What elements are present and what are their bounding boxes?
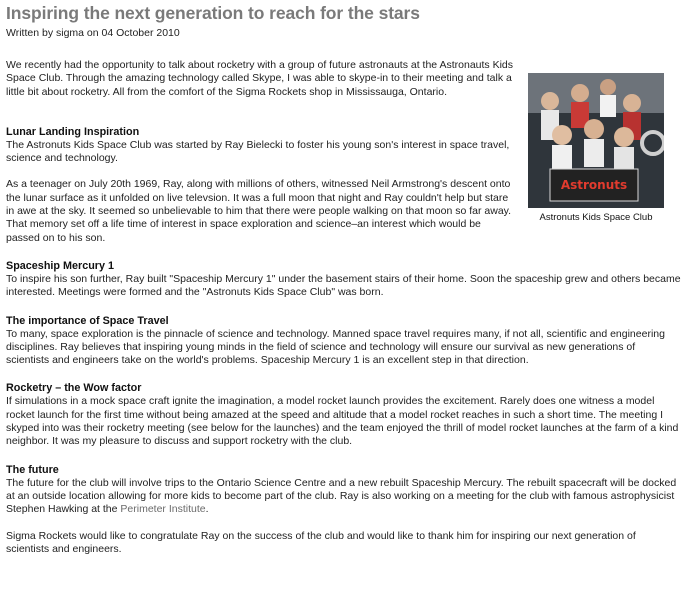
section-heading-rocketry: Rocketry – the Wow factor xyxy=(6,382,142,395)
section-paragraph: To many, space exploration is the pinnacle of science and technology. Manned space travel requires many, if not all, scientific and engineering disciplines. Ray believes that inspiring young minds in the field of science and technology will ensure our survival as new generations of scientists and engineers take on the world's problems. Spaceship Mercury 1 is an excellent step in that direction. xyxy=(6,327,665,367)
article-byline: Written by sigma on 04 October 2010 xyxy=(6,27,180,39)
article-figure xyxy=(528,73,664,223)
section-paragraph: If simulations in a mock space craft ignite the imagination, a model rocket launch provides the excitement. Rarely does one witness a model rocket launch for the first time without being amazed at the speed and altitude that a model rocket reaches in such a short time. The meeting I skyped into was their rocketry meeting (see below for the launches) and the team enjoyed the thrill of model rocket launches at the farm of a kind neighbor. It was my pleasure to discuss and support rocketry with the club. xyxy=(6,395,679,448)
club-photo xyxy=(528,73,664,208)
section-heading-lunar: Lunar Landing Inspiration xyxy=(6,125,140,138)
article-title: Inspiring the next generation to reach for the stars xyxy=(6,3,420,23)
intro-paragraph: We recently had the opportunity to talk about rocketry with a group of future astronauts at the Astronauts Kids Space Club. Through the amazing technology called Skype, I was able to skype-in to their meeting and talk a little bit about rocketry. All from the comfort of the Sigma Rockets shop in Mississauga, Ontario. xyxy=(6,59,514,98)
section-paragraph: The Astronuts Kids Space Club was started by Ray Bielecki to foster his young son's interest in space travel, science and technology. xyxy=(6,138,510,165)
banner-text: Astronuts xyxy=(560,178,628,192)
future-text: The future for the club will involve trips to the Ontario Science Centre and a new rebuilt Spaceship Mercury. The rebuilt spacecraft will be docked at an outside location allowing for more kids to become part of the club. Ray is also working on a meeting for the club with famous astrophysicist Stephen Hawking at the xyxy=(6,476,677,516)
closing-paragraph: Sigma Rockets would like to congratulate Ray on the success of the club and would like to thank him for inspiring our next generation of scientists and engineers. xyxy=(6,529,636,555)
section-heading-mercury: Spaceship Mercury 1 xyxy=(6,259,115,272)
section-heading-space-travel: The importance of Space Travel xyxy=(6,314,169,327)
perimeter-institute-link[interactable]: Perimeter Institute xyxy=(120,503,206,516)
section-paragraph: As a teenager on July 20th 1969, Ray, along with millions of others, witnessed Neil Armstrong's descent onto the lunar surface as it unfolded on live televsion. It was a full moon that night and Ray couldn't help but stare in awe at the sky. It seemed so unbelievable to him that there were people walking on that moon so far away. That memory set off a life time of interest in space exploration and science–an interest which would be passed on to his son. xyxy=(6,178,512,244)
future-text-end: . xyxy=(205,503,209,516)
section-heading-future: The future xyxy=(6,463,59,476)
section-paragraph: To inspire his son further, Ray built "Spaceship Mercury 1" under the basement stairs of their home. Soon the spaceship grew and others became interested. Meetings were formed and the "Astronuts Kids Space Club" was born. xyxy=(6,272,681,299)
section-paragraph-future xyxy=(6,477,681,517)
figure-caption: Astronuts Kids Space Club xyxy=(539,212,653,223)
